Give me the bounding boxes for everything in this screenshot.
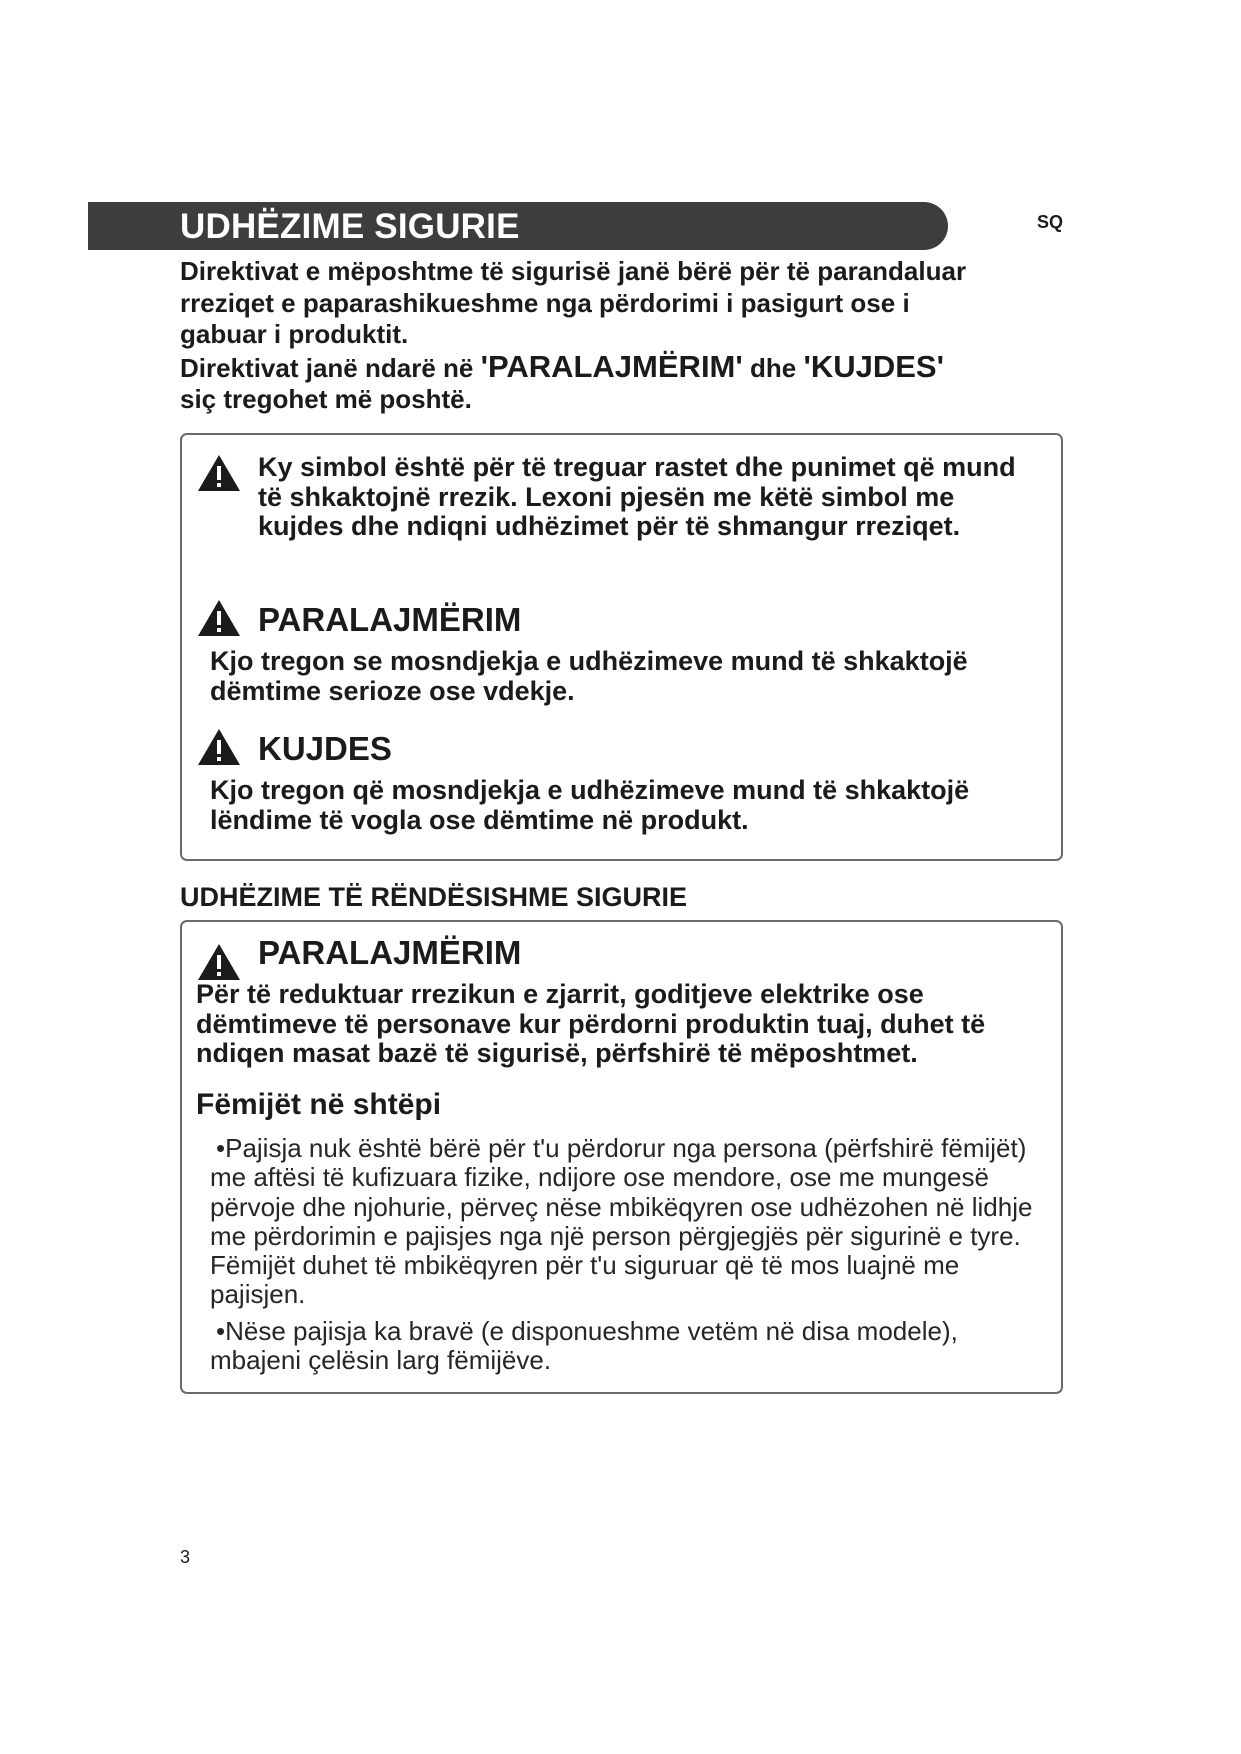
warning-triangle-icon xyxy=(196,598,242,638)
warning-description: Kjo tregon se mosndjekja e udhëzimeve mund të shkaktojë dëmtime serioze ose vdekje. xyxy=(210,646,968,706)
caution-heading: KUJDES xyxy=(258,730,392,767)
page-number: 3 xyxy=(180,1547,191,1567)
symbol-legend-box xyxy=(180,433,1063,861)
intro-text xyxy=(180,256,1060,416)
important-warning-text: Për të reduktuar rrezikun e zjarrit, goditjeve elektrike ose dëmtimeve të personave kur përdorni produktin tuaj, duhet të ndiqen masat bazë të sigurisë, përfshirë të mëposhtmet. xyxy=(196,979,986,1068)
bullet-item: •Pajisja nuk është bërë për t'u përdorur nga persona (përfshirë fëmijët) me aftësi të kufizuara fizike, ndijore ose mendore, ose me mungesë përvoje dhe njohurie, përveç nëse mbikëqyren ose udhëzohen në lidhje me përdorimin e pajisjes nga një person përgjegjës për sigurinë e tyre. Fëmijët duhet të mbikëqyren për t'u siguruar që të mos luajnë me pajisjen. xyxy=(210,1133,1033,1310)
children-bullets xyxy=(210,1134,1040,1375)
warning-triangle-icon xyxy=(196,942,242,982)
intro-conjunction: dhe xyxy=(749,352,797,383)
language-code: SQ xyxy=(1037,212,1064,232)
intro-line-2 xyxy=(180,348,1060,385)
important-warning-heading: PARALAJMËRIM xyxy=(258,934,522,971)
warning-heading: PARALAJMËRIM xyxy=(258,601,522,638)
term-warning: 'PARALAJMËRIM' xyxy=(480,348,743,384)
warning-triangle-icon xyxy=(196,453,242,493)
term-caution: 'KUJDES' xyxy=(803,348,944,384)
intro-prefix: Direktivat janë ndarë në xyxy=(180,352,474,383)
section-title: UDHËZIME TË RËNDËSISHME SIGURIE xyxy=(180,882,688,912)
page-title: UDHËZIME SIGURIE xyxy=(180,207,520,246)
caution-description: Kjo tregon që mosndjekja e udhëzimeve mund të shkaktojë lëndime të vogla ose dëmtime në produkt. xyxy=(210,775,970,835)
important-safety-box xyxy=(180,920,1063,1394)
intro-line-3: siç tregohet më poshtë. xyxy=(180,384,472,414)
bullet-item: •Nëse pajisja ka bravë (e disponueshme vetëm në disa modele), mbajeni çelësin larg fëmijëve. xyxy=(210,1315,958,1376)
intro-line-1: Direktivat e mëposhtme të sigurisë janë bërë për të parandaluar rreziqet e paparashikueshme nga përdorimi i pasigurt ose i gabuar i produktit. xyxy=(180,256,967,349)
children-subtitle: Fëmijët në shtëpi xyxy=(196,1088,442,1121)
warning-triangle-icon xyxy=(196,727,242,767)
symbol-description: Ky simbol është për të treguar rastet dhe punimet që mund të shkaktojnë rrezik. Lexoni pjesën me këtë simbol me kujdes dhe ndiqni udhëzimet për të shmangur rreziqet. xyxy=(258,452,1016,541)
title-banner xyxy=(88,202,948,250)
